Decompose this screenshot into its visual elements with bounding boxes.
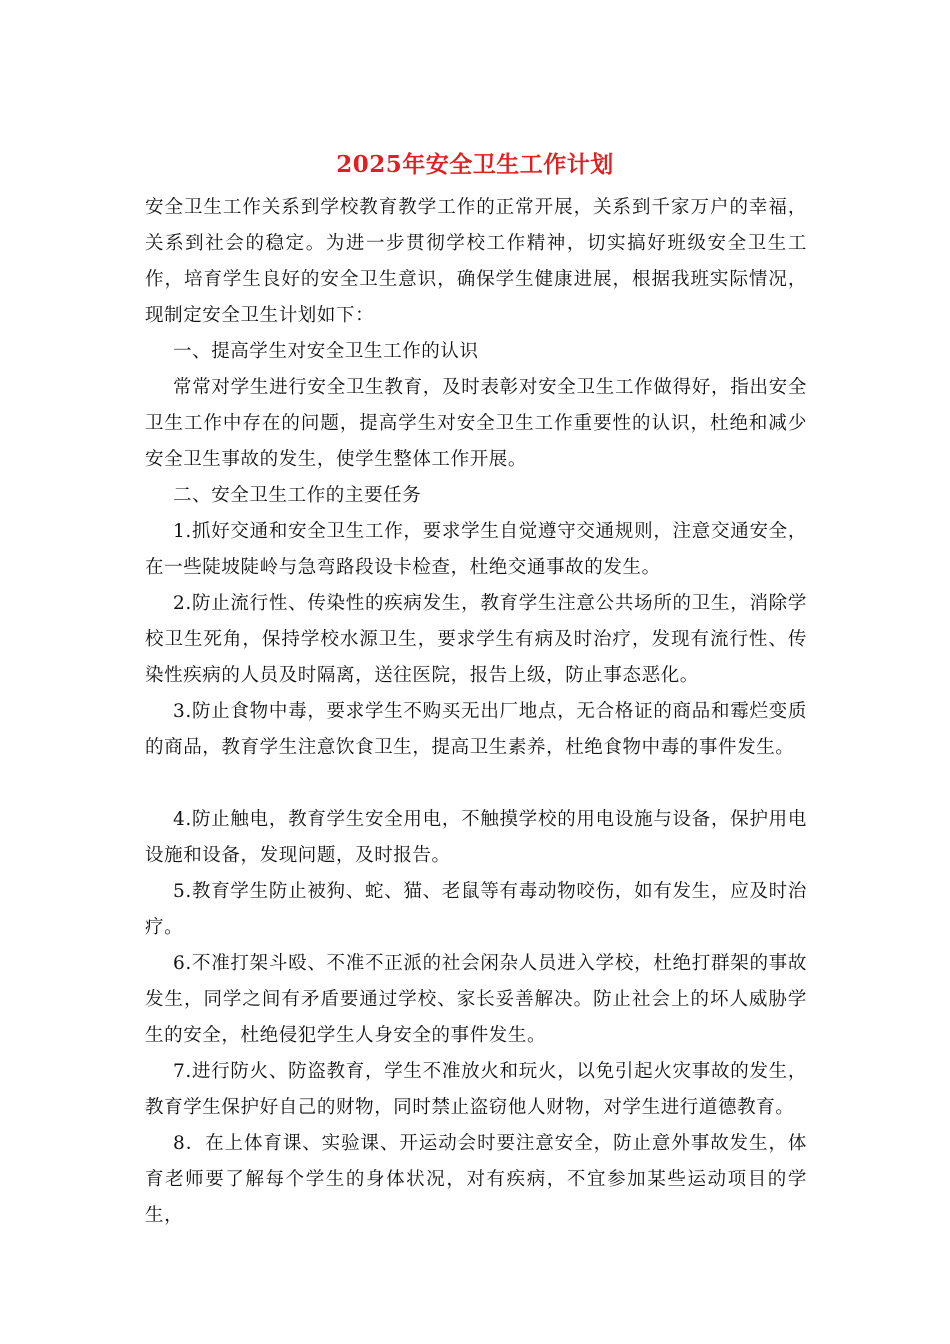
task-item-7: 7.进行防火、防盗教育，学生不准放火和玩火，以免引起火灾事故的发生，教育学生保护好自己的财物，同时禁止盗窃他人财物，对学生进行道德教育。 — [145, 1061, 807, 1118]
task-item-2: 2.防止流行性、传染性的疾病发生，教育学生注意公共场所的卫生，消除学校卫生死角，保持学校水源卫生，要求学生有病及时治疗，发现有流行性、传染性疾病的人员及时隔离，送往医院，报告上级，防止事态恶化。 — [145, 593, 807, 686]
task-item-6: 6.不准打架斗殴、不准不正派的社会闲杂人员进入学校，杜绝打群架的事故发生，同学之间有矛盾要通过学校、家长妥善解决。防止社会上的坏人威胁学生的安全，杜绝侵犯学生人身安全的事件发生。 — [145, 953, 807, 1046]
section-1-paragraph: 常常对学生进行安全卫生教育，及时表彰对安全卫生工作做得好，指出安全卫生工作中存在的问题，提高学生对安全卫生工作重要性的认识，杜绝和减少安全卫生事故的发生，使学生整体工作开展。 — [145, 377, 807, 470]
intro-paragraph: 安全卫生工作关系到学校教育教学工作的正常开展，关系到千家万户的幸福，关系到社会的稳定。为进一步贯彻学校工作精神，切实搞好班级安全卫生工作，培育学生良好的安全卫生意识，确保学生健康进展，根据我班实际情况，现制定安全卫生计划如下： — [145, 197, 807, 326]
section-heading-2: 二、安全卫生工作的主要任务 — [173, 485, 422, 506]
section-heading-1: 一、提高学生对安全卫生工作的认识 — [173, 341, 479, 362]
document-body — [145, 190, 807, 1234]
task-item-3: 3.防止食物中毒，要求学生不购买无出厂地点，无合格证的商品和霉烂变质的商品，教育学生注意饮食卫生，提高卫生素养，杜绝食物中毒的事件发生。 — [145, 701, 807, 758]
task-item-5: 5.教育学生防止被狗、蛇、猫、老鼠等有毒动物咬伤，如有发生，应及时治疗。 — [145, 881, 807, 938]
document-title: 2025年安全卫生工作计划 — [336, 151, 614, 178]
task-item-4: 4.防止触电，教育学生安全用电，不触摸学校的用电设施与设备，保护用电设施和设备，发现问题，及时报告。 — [145, 809, 807, 866]
task-item-1: 1.抓好交通和安全卫生工作，要求学生自觉遵守交通规则，注意交通安全，在一些陡坡陡岭与急弯路段设卡检查，杜绝交通事故的发生。 — [145, 521, 807, 578]
task-item-8: 8．在上体育课、实验课、开运动会时要注意安全，防止意外事故发生，体育老师要了解每个学生的身体状况，对有疾病，不宜参加某些运动项目的学生， — [145, 1133, 807, 1226]
